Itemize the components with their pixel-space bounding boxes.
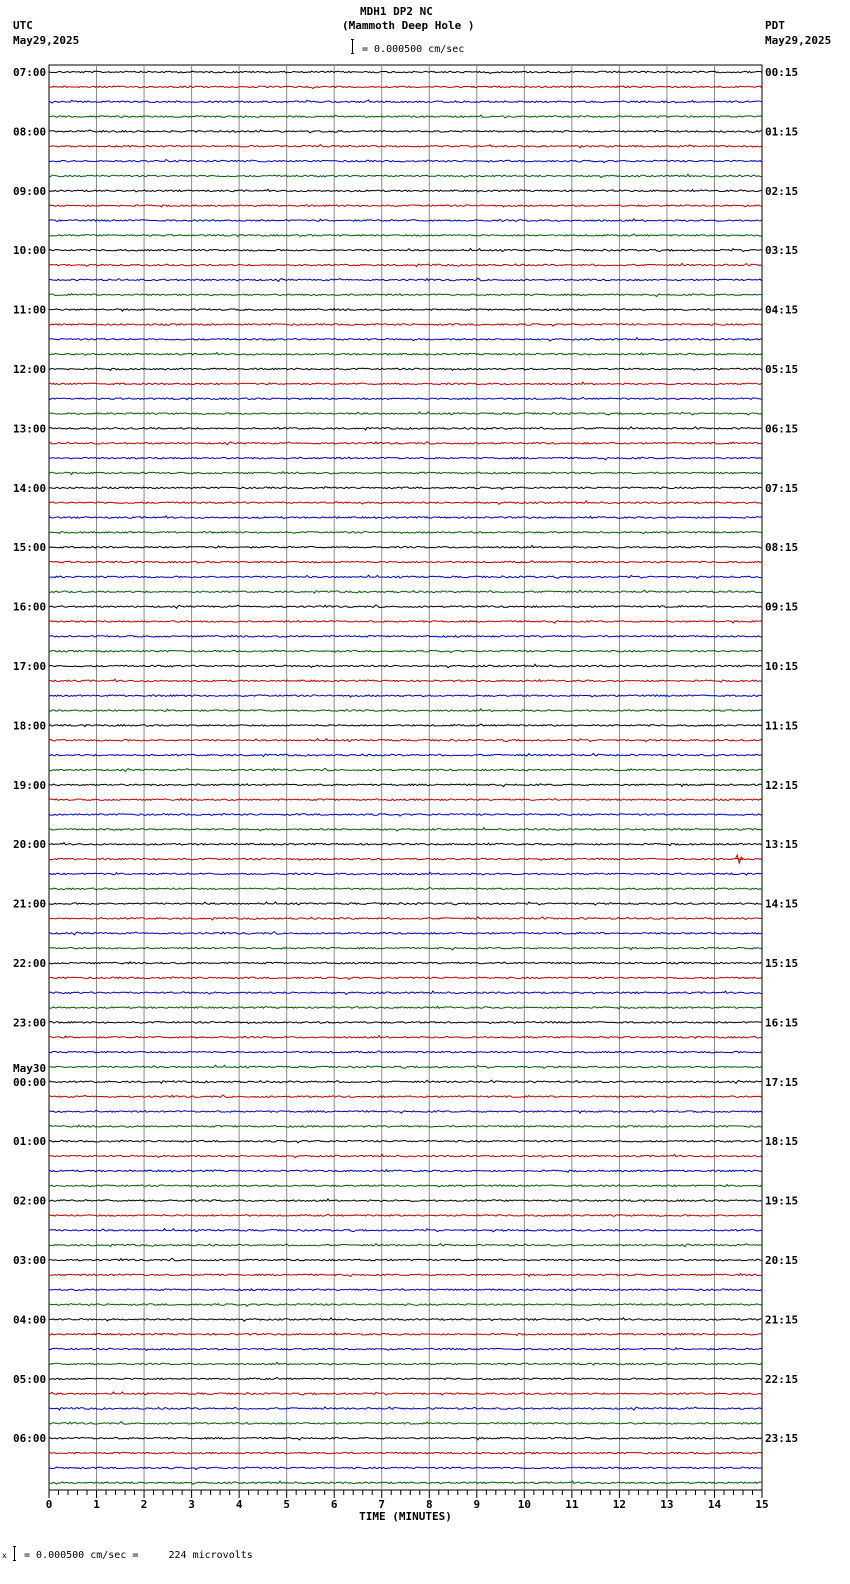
plot-frame <box>49 65 762 1490</box>
seismic-trace <box>49 1274 762 1277</box>
seismic-trace <box>49 516 762 519</box>
seismic-trace <box>49 798 762 800</box>
x-tick-label: 14 <box>707 1498 722 1511</box>
seismic-trace <box>49 249 762 252</box>
utc-hour-label: 04:00 <box>13 1313 47 1327</box>
seismic-trace <box>49 977 762 980</box>
seismic-trace <box>49 532 762 534</box>
seismic-trace <box>49 991 762 994</box>
seismic-trace <box>49 442 762 445</box>
seismic-trace <box>49 561 762 564</box>
seismic-trace <box>49 887 762 889</box>
pdt-hour-label: 22:15 <box>765 1372 799 1386</box>
pdt-hour-label: 07:15 <box>765 481 799 495</box>
pdt-hour-label: 16:15 <box>765 1016 799 1030</box>
seismic-trace <box>49 679 762 682</box>
seismic-trace <box>49 1170 762 1173</box>
seismic-trace <box>49 1318 762 1321</box>
utc-hour-label: 10:00 <box>13 244 47 258</box>
seismic-trace <box>49 1006 762 1009</box>
date-change-label: May30 <box>13 1061 47 1075</box>
x-tick-label: 2 <box>140 1498 148 1511</box>
seismic-trace <box>49 917 762 920</box>
seismic-trace <box>49 1437 762 1440</box>
seismic-trace <box>49 472 762 475</box>
seismic-trace <box>49 145 762 148</box>
seismic-trace <box>49 205 762 207</box>
seismic-trace <box>49 1111 762 1114</box>
seismic-trace <box>49 1304 762 1307</box>
seismic-trace <box>49 1022 762 1024</box>
pdt-hour-label: 05:15 <box>765 363 799 376</box>
seismic-trace <box>49 1140 762 1143</box>
pdt-hour-label: 17:15 <box>765 1075 799 1089</box>
seismic-trace <box>49 338 762 341</box>
seismic-trace <box>49 1467 762 1470</box>
seismic-trace <box>49 664 762 667</box>
utc-hour-label: 00:00 <box>13 1075 47 1089</box>
x-tick-label: 0 <box>45 1498 53 1511</box>
pdt-hour-label: 13:15 <box>765 838 799 852</box>
seismic-trace <box>49 1229 762 1232</box>
x-tick-label: 1 <box>93 1498 100 1511</box>
seismic-trace <box>49 590 762 593</box>
seismic-trace <box>49 1051 762 1053</box>
seismic-trace <box>49 1214 762 1216</box>
seismic-trace <box>49 427 762 430</box>
seismic-trace <box>49 1452 762 1454</box>
seismic-trace <box>49 709 762 712</box>
left-date: May29,2025 <box>13 34 80 47</box>
seismic-trace <box>49 1258 762 1261</box>
utc-hour-label: 03:00 <box>13 1254 47 1267</box>
seismic-trace <box>49 754 762 757</box>
utc-hour-label: 17:00 <box>13 660 47 673</box>
seismic-trace <box>49 814 762 817</box>
seismic-trace <box>49 487 762 490</box>
seismic-trace <box>49 174 762 177</box>
seismic-trace <box>49 457 762 460</box>
seismic-trace <box>49 397 762 400</box>
utc-hour-label: 15:00 <box>13 541 47 555</box>
footer-scale-label: = 0.000500 cm/sec = 224 microvolts <box>24 1550 253 1561</box>
seismic-trace <box>49 382 762 385</box>
pdt-hour-label: 09:15 <box>765 600 799 614</box>
seismic-trace <box>49 962 762 964</box>
pdt-hour-label: 12:15 <box>765 778 799 792</box>
utc-hour-label: 20:00 <box>13 838 47 852</box>
seismic-trace <box>49 605 762 608</box>
pdt-hour-label: 18:15 <box>765 1135 799 1149</box>
utc-hour-label: 23:00 <box>13 1016 47 1030</box>
utc-hour-label: 09:00 <box>13 184 47 198</box>
x-tick-label: 11 <box>565 1498 579 1511</box>
seismic-trace <box>49 1244 762 1247</box>
seismic-trace <box>49 1481 762 1484</box>
utc-hour-label: 22:00 <box>13 957 47 970</box>
seismic-trace <box>49 650 762 653</box>
seismic-trace <box>49 71 762 73</box>
x-tick-label: 13 <box>660 1498 674 1511</box>
pdt-hour-label: 15:15 <box>765 957 799 970</box>
seismic-trace <box>49 1125 762 1127</box>
x-tick-label: 12 <box>612 1498 627 1511</box>
utc-hour-label: 12:00 <box>13 363 47 376</box>
seismic-trace <box>49 1392 762 1395</box>
right-date: May29,2025 <box>765 34 832 47</box>
x-tick-label: 9 <box>473 1498 481 1511</box>
seismic-trace <box>49 902 762 905</box>
utc-hour-label: 11:00 <box>13 303 47 317</box>
seismic-trace <box>49 546 762 549</box>
x-tick-label: 6 <box>330 1498 338 1511</box>
seismic-trace <box>49 621 762 624</box>
seismic-trace <box>49 412 762 415</box>
seismic-trace <box>49 858 762 860</box>
seismic-trace <box>49 784 762 787</box>
seismic-trace <box>49 115 762 118</box>
seismic-trace <box>49 635 762 637</box>
seismic-trace <box>49 872 762 875</box>
utc-hour-label: 02:00 <box>13 1194 47 1208</box>
seismic-trace <box>49 189 762 192</box>
pdt-hour-label: 04:15 <box>765 303 799 317</box>
x-tick-label: 5 <box>283 1498 290 1511</box>
footer-scale-bar-icon <box>13 1546 16 1561</box>
scale-label: = 0.000500 cm/sec <box>362 44 465 55</box>
seismic-trace <box>49 219 762 222</box>
seismic-trace <box>49 947 762 950</box>
seismic-trace <box>49 130 762 133</box>
seismic-trace <box>49 501 762 504</box>
seismic-trace <box>49 100 762 103</box>
seismic-trace <box>49 1377 762 1379</box>
seismic-trace <box>49 1422 762 1424</box>
pdt-hour-label: 00:15 <box>765 66 799 79</box>
pdt-hour-label: 11:15 <box>765 719 799 733</box>
seismic-trace <box>49 1080 762 1083</box>
x-tick-label: 15 <box>755 1498 769 1511</box>
seismic-trace <box>49 324 762 327</box>
seismic-trace <box>49 278 762 281</box>
footer-prefix: x <box>2 1551 7 1560</box>
seismic-trace <box>49 739 762 742</box>
pdt-hour-label: 23:15 <box>765 1432 799 1446</box>
utc-hour-label: 06:00 <box>13 1432 47 1446</box>
seismic-trace <box>49 1185 762 1188</box>
right-timezone: PDT <box>765 19 785 32</box>
seismic-trace <box>49 724 762 727</box>
seismic-trace <box>49 1199 762 1202</box>
utc-hour-label: 16:00 <box>13 600 47 614</box>
utc-hour-label: 21:00 <box>13 897 47 911</box>
seismic-trace <box>49 294 762 297</box>
utc-hour-label: 01:00 <box>13 1135 47 1149</box>
x-axis-label: TIME (MINUTES) <box>359 1510 452 1523</box>
seismic-trace <box>49 1348 762 1351</box>
utc-hour-label: 13:00 <box>13 422 47 436</box>
seismic-trace <box>49 160 762 163</box>
seismic-trace <box>49 1362 762 1365</box>
pdt-hour-label: 19:15 <box>765 1194 799 1208</box>
seismic-trace <box>49 768 762 771</box>
utc-hour-label: 08:00 <box>13 125 47 139</box>
pdt-hour-label: 20:15 <box>765 1254 799 1267</box>
x-tick-label: 4 <box>235 1498 243 1511</box>
x-tick-label: 10 <box>517 1498 531 1511</box>
seismic-trace <box>49 368 762 370</box>
location-title: (Mammoth Deep Hole ) <box>342 19 475 32</box>
utc-hour-label: 07:00 <box>13 66 47 79</box>
x-tick-label: 3 <box>188 1498 195 1511</box>
seismic-trace <box>49 575 762 578</box>
seismic-trace <box>49 234 762 237</box>
seismic-trace <box>49 1154 762 1157</box>
seismic-trace <box>49 263 762 266</box>
pdt-hour-label: 10:15 <box>765 660 799 673</box>
utc-hour-label: 19:00 <box>13 778 47 792</box>
left-timezone: UTC <box>13 19 33 32</box>
pdt-hour-label: 03:15 <box>765 244 799 258</box>
seismic-trace <box>49 1065 762 1068</box>
pdt-hour-label: 06:15 <box>765 422 799 436</box>
seismic-trace <box>49 1095 762 1097</box>
pdt-hour-label: 02:15 <box>765 184 799 198</box>
seismic-trace <box>49 695 762 697</box>
pdt-hour-label: 14:15 <box>765 897 799 911</box>
pdt-hour-label: 08:15 <box>765 541 799 555</box>
utc-hour-label: 18:00 <box>13 719 47 733</box>
pdt-hour-label: 01:15 <box>765 125 799 139</box>
seismic-trace <box>49 843 762 846</box>
station-title: MDH1 DP2 NC <box>360 5 433 18</box>
utc-hour-label: 14:00 <box>13 481 47 495</box>
seismic-trace <box>49 308 762 311</box>
x-tick-label: 8 <box>425 1498 433 1511</box>
seismic-trace <box>49 353 762 356</box>
seismic-trace <box>49 1036 762 1039</box>
pdt-hour-label: 21:15 <box>765 1313 799 1327</box>
x-tick-label: 7 <box>378 1498 386 1511</box>
seismic-trace <box>49 828 762 831</box>
utc-hour-label: 05:00 <box>13 1372 47 1386</box>
seismic-trace <box>49 86 762 89</box>
seismic-trace <box>49 1407 762 1410</box>
seismic-trace <box>49 932 762 935</box>
seismic-trace <box>49 1289 762 1291</box>
seismic-trace <box>49 1333 762 1336</box>
